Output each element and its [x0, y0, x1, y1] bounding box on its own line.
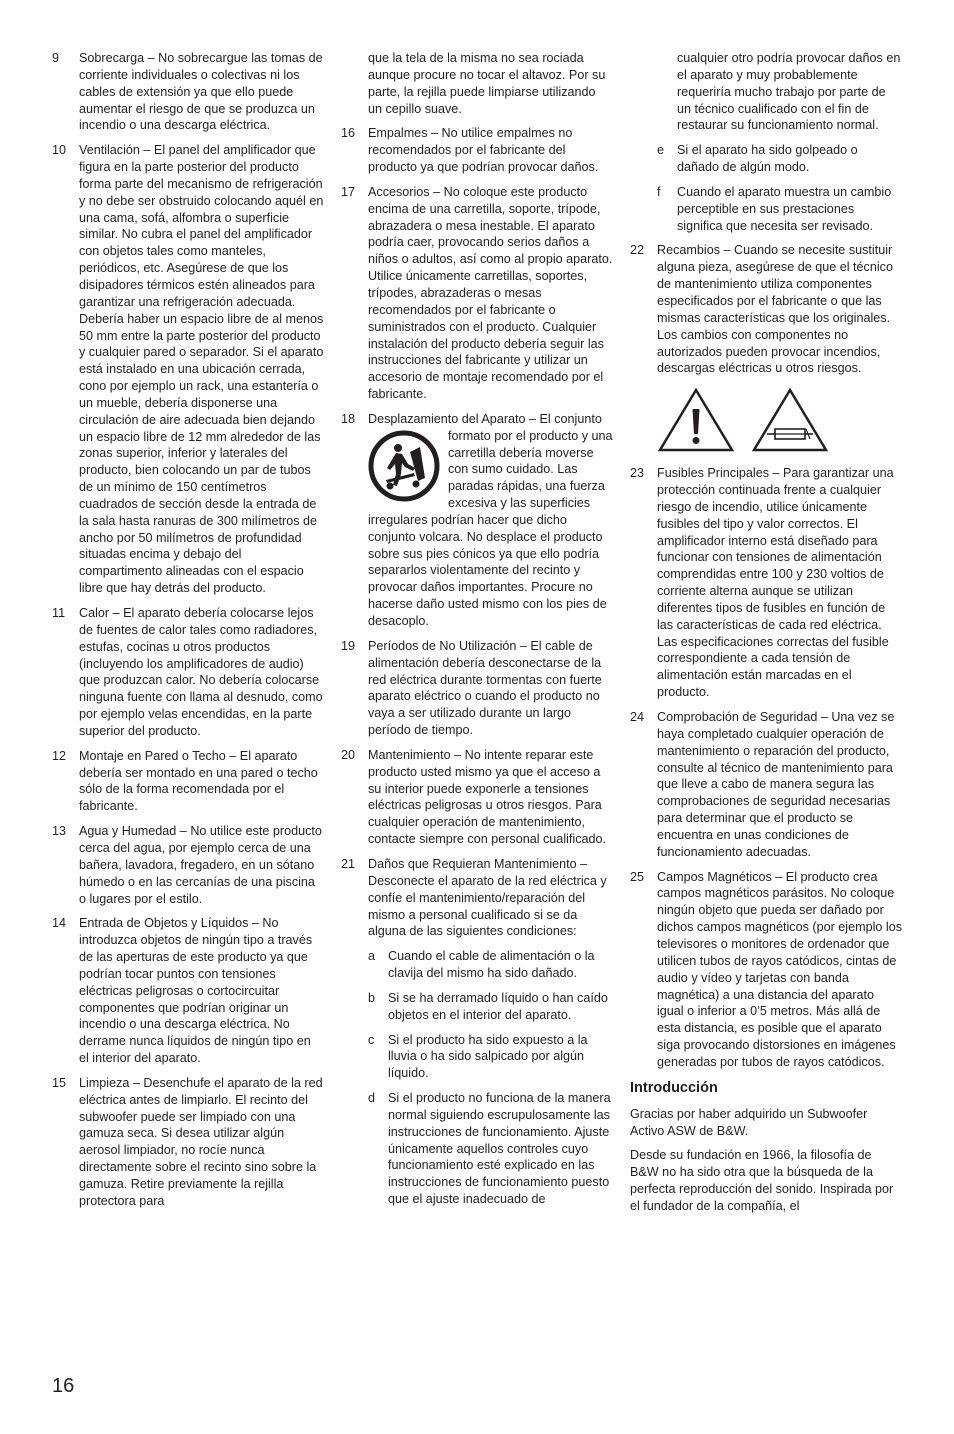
item-number: 15 [52, 1075, 67, 1090]
paragraph: Gracias por haber adquirido un Subwoofer Activo ASW de B&W. [630, 1106, 868, 1138]
item-text: Fusibles Principales – Para garantizar una protección continuada frente a cualquier riesgo de incendio, utilice únicamente fusibles del tipo y valor correctos. El amplificador interno está diseñado para funcionar con tensiones de alimentación comprendidas entre 100 y 230 voltios de corriente alterna aunque se utilizan diferentes tipos de fusibles en función de las características de cada red eléctrica. Las especificaciones correctas del fusible correspondiente a cada tensión de alimentación están marcadas en el producto. [657, 466, 894, 700]
section-heading: Introducción [630, 1079, 718, 1096]
item-text: Entrada de Objetos y Líquidos – No introduzca objetos de ningún tipo a través de las aperturas de este producto ya que podrían tocar puntos con tensiones eléctricas peligrosas o cortocircuitar componentes que podrían originar un incendio o una descarga eléctrica. No derrame nunca líquidos de ningún tipo en el interior del aparato. [79, 916, 313, 1066]
list-item-continuation [630, 50, 902, 234]
list-item [52, 915, 324, 1067]
column-1 [52, 50, 324, 1218]
item-number: 23 [630, 466, 645, 481]
sub-item-letter: a [368, 949, 376, 964]
item-text: Recambios – Cuando se necesite sustituir alguna pieza, asegúrese de que el técnico de mantenimiento utiliza componentes especificados por el fabricante o que las mismas características que los originales. Los cambios con componentes no autorizados pueden provocar incendios, descargas eléctricas u otros riesgos. [657, 243, 893, 376]
sub-item-text: Si el producto ha sido expuesto a la lluvia o ha sido salpicado por algún líquido. [388, 1032, 588, 1081]
sub-item [657, 142, 902, 176]
item-number: 25 [630, 869, 645, 884]
list-item [341, 411, 613, 630]
item-text: que la tela de la misma no sea rociada aunque procure no tocar el altavoz. Por su parte, la rejilla puede limpiarse utilizando un cepillo suave. [368, 51, 606, 116]
sub-item-text: Si el aparato ha sido golpeado o dañado de algún modo. [677, 143, 858, 175]
list-item [341, 638, 613, 739]
list-item [341, 747, 613, 848]
column-2 [341, 50, 613, 1216]
sub-item-text: Cuando el aparato muestra un cambio perceptible en sus prestaciones significa que necesita ser revisado. [677, 184, 892, 233]
list-item [52, 748, 324, 815]
sub-item [368, 1032, 613, 1083]
exclamation-warning-icon [657, 387, 735, 453]
list-item [341, 184, 613, 403]
sub-item [368, 990, 613, 1024]
list-item [341, 856, 613, 1208]
sub-item-letter: e [657, 143, 665, 158]
item-number: 10 [52, 143, 67, 158]
sub-item-letter: f [657, 184, 661, 199]
sub-item [368, 948, 613, 982]
item-text: Períodos de No Utilización – El cable de alimentación debería desconectarse de la red eléctrica durante tormentas con fuerte aparato eléctrico o cuando el producto no vaya a ser utilizado durante un largo período de tiempo. [368, 638, 602, 738]
item-text: Daños que Requieran Mantenimiento – Desconecte el aparato de la red eléctrica y confíe el mantenimiento/reparación del mismo a personal cualificado si se da alguna de las siguientes condiciones: [368, 856, 607, 939]
item-text: Empalmes – No utilice empalmes no recomendados por el fabricante del producto ya que podrían provocar daños. [368, 126, 599, 175]
list-item [630, 465, 902, 701]
sub-item-letter: d [368, 1091, 376, 1106]
list-item [52, 142, 324, 597]
item-number: 18 [341, 411, 356, 426]
item-text: Campos Magnéticos – El producto crea campos magnéticos parásitos. No coloque ningún objeto que pueda ser dañado por dichos campos magnéticos (por ejemplo los televisores o monitores de ordenador que utilicen tubos de rayos catódicos, cintas de audio y vídeo y tarjetas con banda magnética) a una distancia del aparato igual o inferior a 0’5 metros. Más allá de esta distancia, es posible que el aparato siga provocando distorsiones en imágenes generadas por tubos de rayos catódicos. [657, 869, 902, 1069]
sub-item-text: Cuando el cable de alimentación o la clavija del mismo ha sido dañado. [388, 949, 595, 981]
item-number: 11 [52, 606, 66, 620]
sub-item-letter: b [368, 990, 376, 1005]
item-number: 12 [52, 748, 67, 763]
sub-item-continuation [657, 50, 902, 134]
item-number: 21 [341, 856, 356, 871]
item-text: Accesorios – No coloque este producto encima de una carretilla, soporte, trípode, abrazadera o mesa inestable. El aparato podría caer, provocando serios daños a niños o adultos, así como al propio aparato. Utilice únicamente carretillas, soportes, trípodes, abrazaderas o mesas recomendados por el fabricante o suministrados con el producto. Cualquier instalación del producto debería seguir las instrucciones del fabricante y utilizar un accesorio de montaje recomendado por el fabricante. [368, 184, 613, 402]
item-number: 20 [341, 747, 356, 762]
list-item [52, 605, 324, 740]
item-text: Ventilación – El panel del amplificador que figura en la parte posterior del producto forma parte del mecanismo de refrigeración y no debe ser obstruido colocando aquél en una cama, sofá, alfombra o superficie similar. No cubra el panel del amplificador con objetos tales como manteles, periódicos, etc. Asegúrese de que los disipadores térmicos estén alineados para garantizar una refrigeración adecuada. Debería haber un espacio libre de al menos 50 mm entre la parte posterior del producto y cualquier pared o separador. Si el aparato está instalado en una ubicación cerrada, cono por ejemplo un rack, una estantería o un mueble, debería disponerse una circulación de aire adecuada bien dejando un espacio libre de 12 mm alrededor de las zonas superior, inferior y laterales del producto, bien colocando un par de tubos de un mínimo de 150 centímetros cuadrados de sección desde la entrada de la sala hasta ranuras de 300 milímetros de ancho por 50 milímetros de profundidad situadas encima y debajo del compartimento alineadas con el espacio libre que hay detrás del producto. [79, 143, 324, 596]
item-text: Limpieza – Desenchufe el aparato de la red eléctrica antes de limpiarlo. El recinto del subwoofer puede ser limpiado con una gamuza seca. Si desea utilizar algún aerosol limpiador, no rocíe nunca directamente sobre el recinto sino sobre la gamuza. Retire previamente la rejilla protectora para [79, 1075, 323, 1208]
item-text: Desplazamiento del Aparato – El conjunto formato por el producto y una [368, 411, 613, 443]
list-item [52, 1075, 324, 1210]
list-item [52, 823, 324, 907]
list-item [341, 125, 613, 176]
sub-item-text: Si el producto no funciona de la manera normal siguiendo escrupulosamente las instrucciones de funcionamiento. Ajuste únicamente aquellos controles cuyo funcionamiento esté explicado en las instrucciones de funcionamiento puesto que el ajuste inadecuado de [388, 1091, 611, 1207]
item-text: Comprobación de Seguridad – Una vez se haya completado cualquier operación de mantenimiento o reparación del producto, consulte al técnico de mantenimiento para que lleve a cabo de manera segura las comprobaciones de seguridad necesarias para determinar que el producto se encuentra en unas condiciones de funcionamiento adecuadas. [657, 710, 895, 859]
column-3 [630, 50, 902, 1223]
list-item [630, 242, 902, 377]
fuse-warning-icon [751, 387, 829, 453]
sub-item-letter: c [368, 1032, 375, 1047]
item-text: Mantenimiento – No intente reparar este producto usted mismo ya que el acceso a su interior puede exponerle a tensiones eléctricas peligrosas u otros riesgos. Para cualquier operación de mantenimiento, contacte siempre con personal cualificado. [368, 747, 607, 847]
paragraph: Desde su fundación en 1966, la filosofía de B&W no ha sido otra que la búsqueda de la perfecta reproducción del sonido. Inspirada por el fundador de la compañía, el [630, 1148, 894, 1213]
sub-item-text: cualquier otro podría provocar daños en el aparato y muy probablemente requeriría mucho trabajo por parte de un técnico cualificado con el fin de restaurar su funcionamiento normal. [677, 51, 901, 133]
page-number: 16 [52, 1375, 75, 1397]
warning-icons-row [630, 387, 902, 453]
cart-tip-over-warning-icon [368, 430, 440, 502]
item-text: Sobrecarga – No sobrecargue las tomas de corriente individuales o colectivas ni los cables de extensión ya que ello puede aumentar el riesgo de que se produzca un incendio o una descarga eléctrica. [79, 51, 323, 133]
sub-item [657, 184, 902, 235]
item-text: Agua y Humedad – No utilice este producto cerca del agua, por ejemplo cerca de una bañera, lavadora, fregadero, en un sótano húmedo o en las cercanías de una piscina o lugares por el estilo. [79, 824, 322, 906]
list-item-continuation [341, 50, 613, 117]
item-number: 16 [341, 126, 356, 141]
list-item [630, 869, 902, 1071]
item-text: Montaje en Pared o Techo – El aparato debería ser montado en una pared o techo sólo de la forma recomendada por el fabricante. [79, 748, 318, 814]
item-number: 14 [52, 916, 67, 931]
sub-item-text: Si se ha derramado líquido o han caído objetos en el interior del aparato. [388, 990, 608, 1022]
item-text: carretilla debería moverse con sumo cuidado. Las paradas rápidas, una fuerza excesiva y las superficies irregulares podrían hacer que dicho conjunto volcara. No desplace el producto sobre sus pies cónicos ya que ello podría separarlos violentamente del recinto y provocar daños importantes. Procure no hacerse daño usted mismo con los pies de desacoplo. [368, 445, 607, 628]
item-number: 13 [52, 824, 67, 839]
item-text: Calor – El aparato debería colocarse lejos de fuentes de calor tales como radiadores, estufas, cocinas u otros productos (incluyendo los amplificadores de audio) que produzcan calor. No debería colocarse ninguna fuente con llama al desnudo, como por ejemplo velas encendidas, en la parte superior del producto. [79, 606, 323, 738]
sub-item [368, 1090, 613, 1208]
item-number: 22 [630, 243, 645, 258]
item-number: 17 [341, 184, 356, 199]
item-number: 9 [52, 51, 60, 65]
list-item [52, 50, 324, 134]
list-item [630, 709, 902, 861]
item-number: 19 [341, 638, 356, 653]
item-number: 24 [630, 710, 645, 724]
